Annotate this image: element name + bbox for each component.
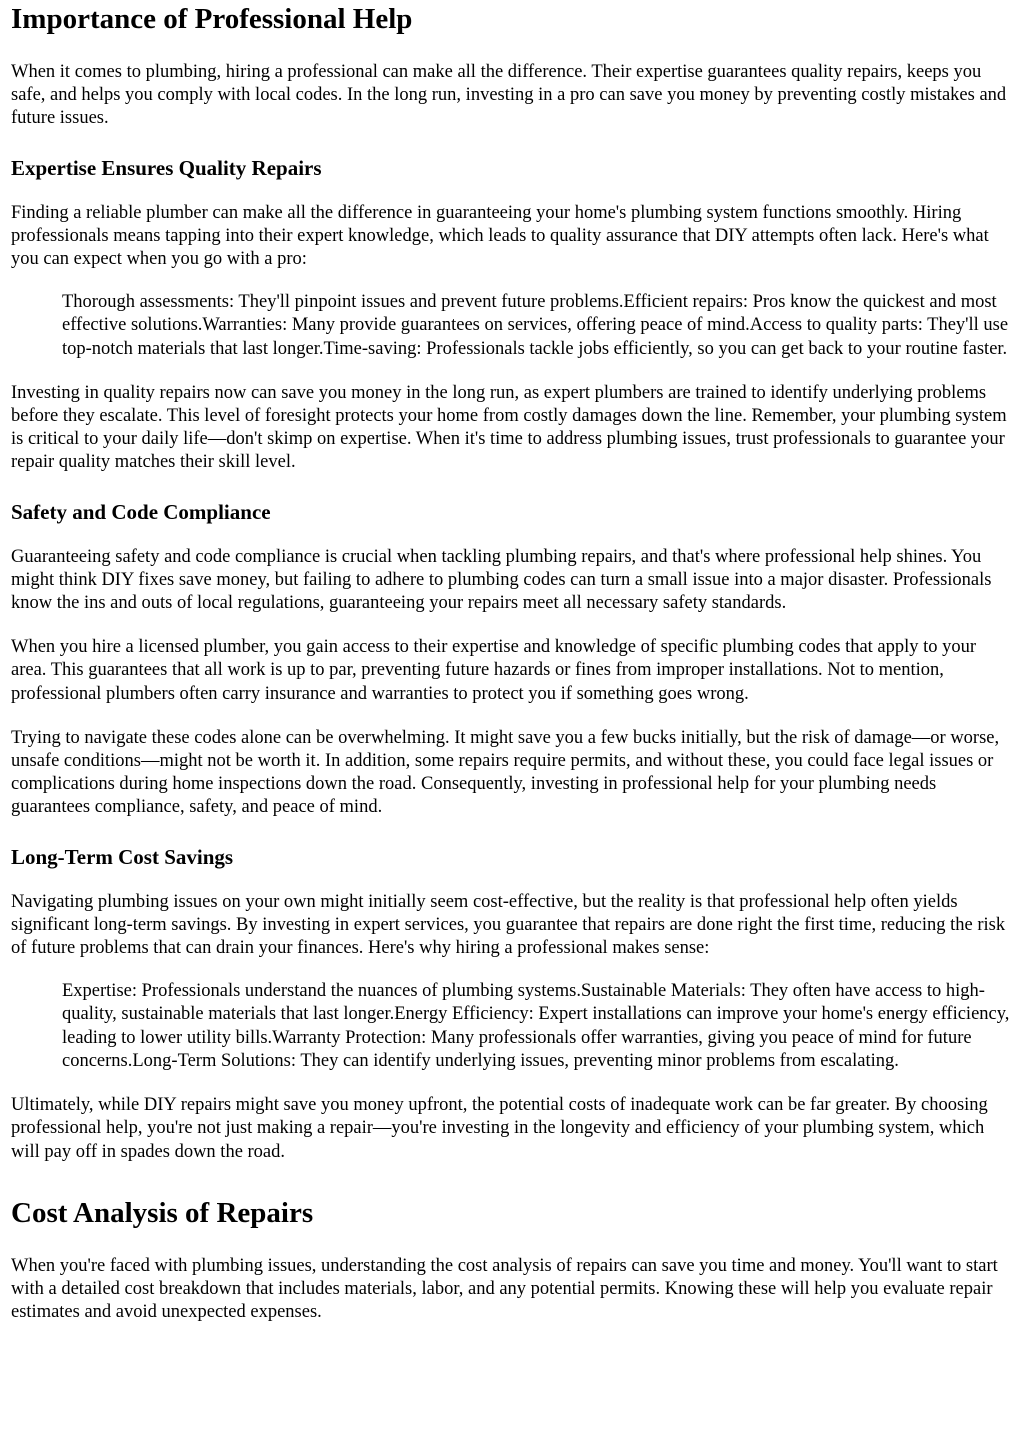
paragraph-safety-code-1: Guaranteeing safety and code compliance is crucial when tackling plumbing repairs, and that's where professional help shines. You might think DIY fixes save money, but failing to adhere to plumbing codes can turn a small issue into a major disaster. Professionals know the ins and outs of local regulations, guaranteeing your repairs meet all necessary safety standards. <box>11 546 992 614</box>
paragraph-cost-savings-2: Ultimately, while DIY repairs might save you money upfront, the potential costs of inadequate work can be far greater. By choosing professional help, you're not just making a repair—you're investing in the longevity and efficiency of your plumbing system, which will pay off in spades down the road. <box>11 1095 988 1162</box>
section-title-professional-help: Importance of Professional Help <box>11 3 413 35</box>
article <box>0 2 1024 1324</box>
subheading-quality-repairs: Expertise Ensures Quality Repairs <box>11 155 322 180</box>
section-intro-professional-help: When it comes to plumbing, hiring a professional can make all the difference. Their expertise guarantees quality repairs, keeps you safe, and helps you comply with local codes. In the long run, investing in a pro can save you money by preventing costly mistakes and future issues. <box>11 62 1007 129</box>
subheading-cost-savings: Long-Term Cost Savings <box>11 844 234 869</box>
paragraph-quality-repairs-2: Investing in quality repairs now can save you money in the long run, as expert plumbers are trained to identify underlying problems before they escalate. This level of foresight protects your home from costly damages down the line. Remember, your plumbing system is critical to your daily life—don't skimp on expertise. When it's time to address plumbing issues, trust professionals to guarantee your repair quality matches their skill level. <box>11 382 1007 473</box>
paragraph-cost-savings-1: Navigating plumbing issues on your own might initially seem cost-effective, but the reality is that professional help often yields significant long-term savings. By investing in expert services, you guarantee that repairs are done right the first time, reducing the risk of future problems that can drain your finances. Here's why hiring a professional makes sense: <box>11 891 1006 959</box>
paragraph-safety-code-3: Trying to navigate these codes alone can be overwhelming. It might save you a few bucks initially, but the risk of damage—or worse, unsafe conditions—might not be worth it. In addition, some repairs require permits, and without these, you could face legal issues or complications during home inspections down the road. Consequently, investing in professional help for your plumbing needs guarantees compliance, safety, and peace of mind. <box>11 727 1000 818</box>
section-intro-cost-analysis: When you're faced with plumbing issues, understanding the cost analysis of repairs can save you time and money. You'll want to start with a detailed cost breakdown that includes materials, labor, and any potential permits. Knowing these will help you evaluate repair estimates and avoid unexpected expenses. <box>11 1255 998 1323</box>
paragraph-quality-repairs-1: Finding a reliable plumber can make all the difference in guaranteeing your home's plumbing system functions smoothly. Hiring professionals means tapping into their expert knowledge, which leads to quality assurance that DIY attempts often lack. Here's what you can expect when you go with a pro: <box>11 202 989 270</box>
section-title-cost-analysis: Cost Analysis of Repairs <box>11 1196 314 1229</box>
quote-cost-savings-list: Expertise: Professionals understand the nuances of plumbing systems.Sustainable Materials: They often have access to high-quality, sustainable materials that last longer.Energy Efficiency: Expert installations can improve your home's energy efficiency, leading to lower utility bills.Warranty Protection: Many professionals offer warranties, giving you peace of mind for future concerns.Long-Term Solutions: They can identify underlying issues, preventing minor problems from escalating. <box>62 981 1010 1071</box>
subheading-safety-code: Safety and Code Compliance <box>11 499 271 524</box>
paragraph-safety-code-2: When you hire a licensed plumber, you gain access to their expertise and knowledge of specific plumbing codes that apply to your area. This guarantees that all work is up to par, preventing future hazards or fines from improper installations. Not to mention, professional plumbers often carry insurance and warranties to protect you if something goes wrong. <box>11 637 977 704</box>
quote-quality-repairs-list: Thorough assessments: They'll pinpoint issues and prevent future problems.Efficient repairs: Pros know the quickest and most effective solutions.Warranties: Many provide guarantees on services, offering peace of mind.Access to quality parts: They'll use top-notch materials that last longer.Time-saving: Professionals tackle jobs efficiently, so you can get back to your routine faster. <box>62 292 1009 359</box>
